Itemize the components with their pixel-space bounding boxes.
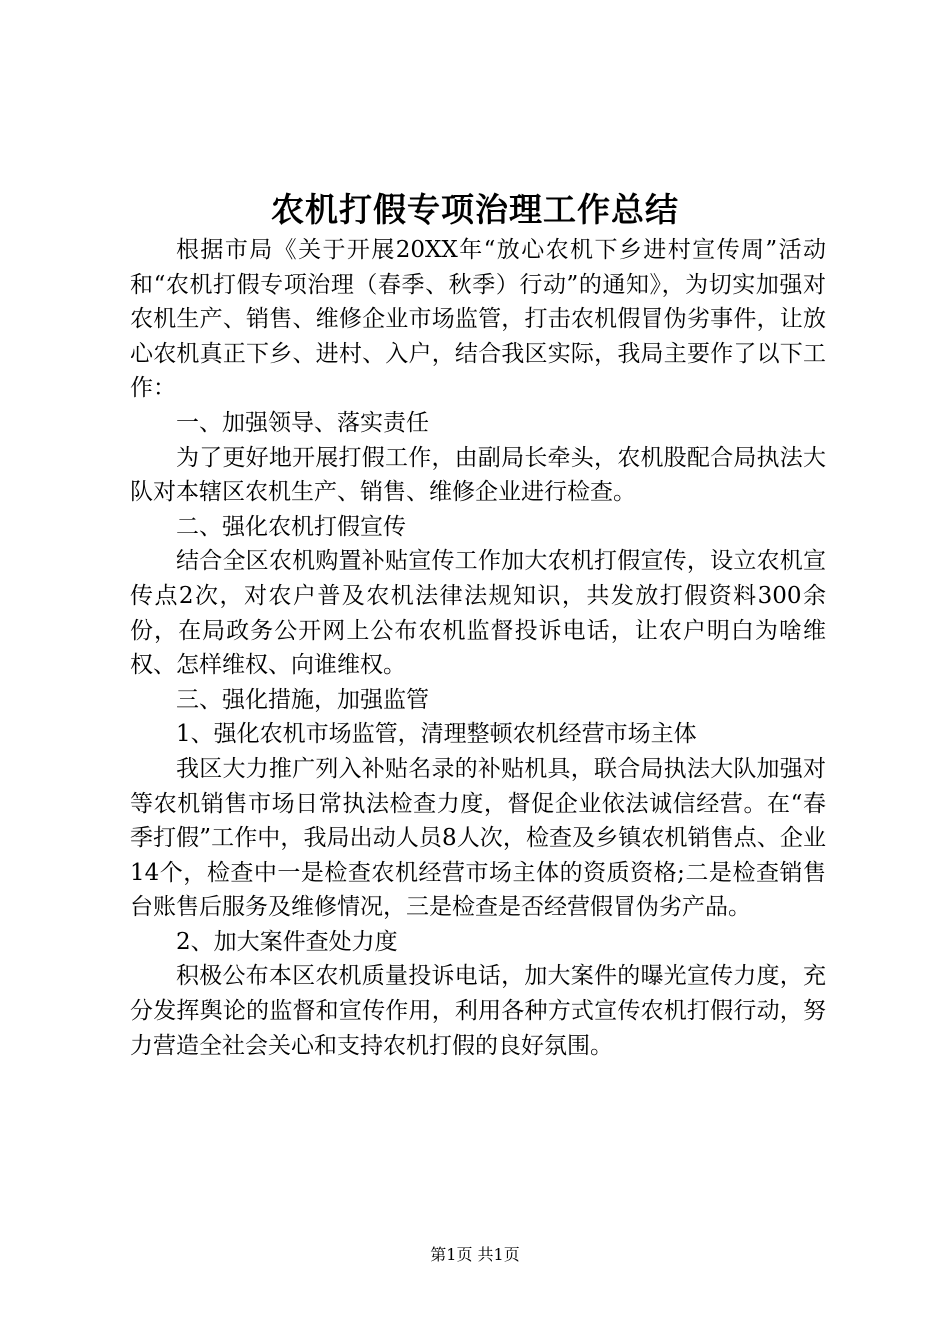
subsection-paragraph-1: 我区大力推广列入补贴名录的补贴机具，联合局执法大队加强对等农机销售市场日常执法检查力度，督促企业依法诚信经营。在“春季打假”工作中，我局出动人员8人次，检查及乡镇农机销售点、企业14个，检查中一是检查农机经营市场主体的资质资格;二是检查销售台账售后服务及维修情况，三是检查是否经营假冒伪劣产品。	[130, 755, 826, 921]
document-title: 农机打假专项治理工作总结	[271, 190, 679, 229]
subsection-heading-2: 2、加大案件查处力度	[176, 928, 398, 955]
page-footer: 第1页 共1页	[430, 1245, 520, 1264]
subsection-paragraph-2: 积极公布本区农机质量投诉电话，加大案件的曝光宣传力度，充分发挥舆论的监督和宣传作用，利用各种方式宣传农机打假行动，努力营造全社会关心和支持农机打假的良好氛围。	[130, 963, 826, 1059]
section-paragraph-1: 为了更好地开展打假工作，由副局长牵头，农机股配合局执法大队对本辖区农机生产、销售、维修企业进行检查。	[130, 444, 826, 506]
section-paragraph-2: 结合全区农机购置补贴宣传工作加大农机打假宣传，设立农机宣传点2次，对农户普及农机法律法规知识，共发放打假资料300余份，在局政务公开网上公布农机监督投诉电话，让农户明白为啥维权、怎样维权、向谁维权。	[130, 548, 826, 679]
section-heading-1: 一、加强领导、落实责任	[176, 409, 429, 436]
subsection-heading-1: 1、强化农机市场监管，清理整顿农机经营市场主体	[176, 721, 697, 748]
section-heading-3: 三、强化措施，加强监管	[176, 686, 429, 713]
document-body	[130, 233, 826, 1063]
section-heading-2: 二、强化农机打假宣传	[176, 513, 406, 540]
intro-paragraph: 根据市局《关于开展20XX年“放心农机下乡进村宣传周”活动和“农机打假专项治理（春季、秋季）行动”的通知》，为切实加强对农机生产、销售、维修企业市场监管，打击农机假冒伪劣事件，让放心农机真正下乡、进村、入户，结合我区实际，我局主要作了以下工作：	[130, 237, 827, 402]
